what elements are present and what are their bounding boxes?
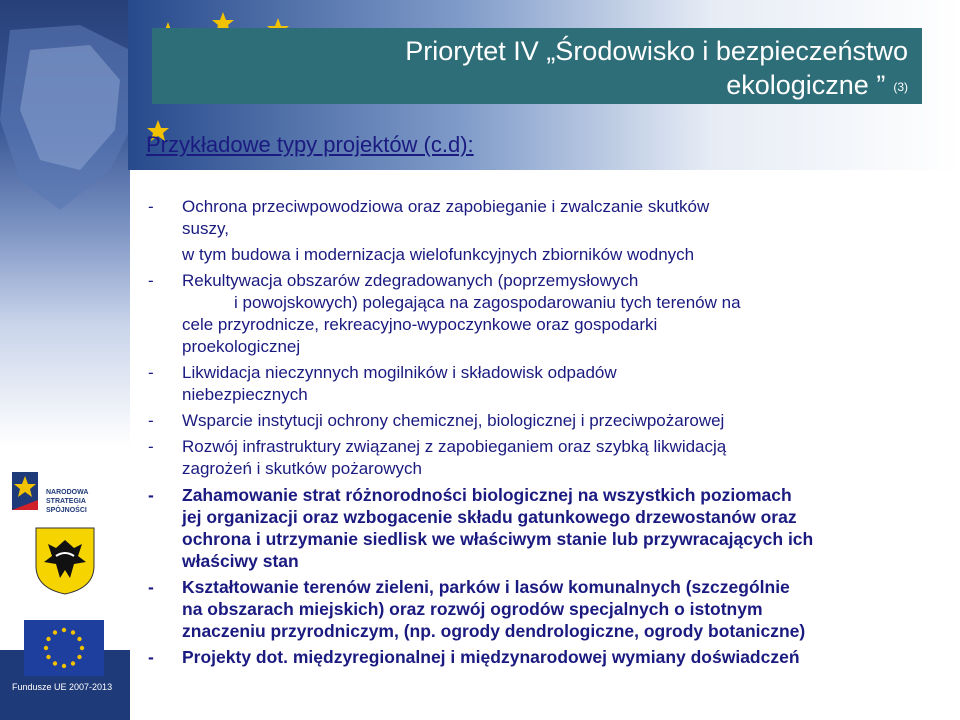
list-item-line: na obszarach miejskich) oraz rozwój ogrodów specjalnych o istotnym (182, 599, 763, 619)
list-item-line: Rekultywacja obszarów zdegradowanych (poprzemysłowych (182, 271, 639, 290)
list-item-line: właściwy stan (182, 551, 299, 571)
list-item-line: Zahamowanie strat różnorodności biologicznej na wszystkich poziomach (182, 485, 792, 505)
list-item-line: ochrona i utrzymanie siedlisk we właściwym stanie lub przywracających ich (182, 529, 814, 549)
list-dash: - (148, 647, 154, 667)
nss-logo-text (46, 488, 124, 515)
list-item (140, 196, 952, 240)
list-item (140, 646, 952, 668)
list-item-line: suszy, (182, 219, 229, 238)
list-item (140, 436, 952, 480)
list-dash: - (148, 437, 154, 456)
list-item-line: Wsparcie instytucji ochrony chemicznej, biologicznej i przeciwpożarowej (182, 411, 725, 430)
list-item-line: jej organizacji oraz wzbogacenie składu gatunkowego drzewostanów oraz (182, 507, 797, 527)
nss-line2: STRATEGIA SPÓJNOŚCI (46, 498, 87, 514)
nss-logo (6, 462, 124, 520)
slide-title-line1: Priorytet IV „Środowisko i bezpieczeństwo (405, 36, 908, 66)
list-item-line: Kształtowanie terenów zieleni, parków i lasów komunalnych (szczególnie (182, 577, 790, 597)
logos-column (0, 450, 130, 720)
list-dash: - (148, 363, 154, 382)
nss-line1: NARODOWA (46, 489, 89, 496)
list-item-line: niebezpiecznych (182, 385, 308, 404)
list-item-line: w tym budowa i modernizacja wielofunkcyjnych zbiorników wodnych (182, 245, 695, 264)
list-item (140, 410, 952, 432)
list-item (140, 484, 952, 572)
coat-of-arms-icon (34, 526, 96, 596)
list-item-line: znaczeniu przyrodniczym, (np. ogrody dendrologiczne, ogrody botaniczne) (182, 621, 806, 641)
project-types-list (140, 196, 952, 672)
eu-flag-icon (24, 620, 104, 676)
list-dash: - (148, 577, 154, 597)
list-item-line: zagrożeń i skutków pożarowych (182, 459, 423, 478)
list-item (140, 270, 952, 358)
list-dash: - (148, 197, 154, 216)
list-item (140, 244, 952, 266)
map-graphic (0, 20, 130, 220)
list-item-line: cele przyrodnicze, rekreacyjno-wypoczynkowe oraz gospodarki (182, 315, 658, 334)
slide-title-suffix: (3) (893, 79, 908, 94)
list-item-line: proekologicznej (182, 337, 301, 356)
list-item (140, 576, 952, 642)
list-item-line: Ochrona przeciwpowodziowa oraz zapobieganie i zwalczanie skutków (182, 197, 710, 216)
slide-title-line2-text: ekologiczne ” (726, 70, 886, 100)
list-item-line: Rozwój infrastruktury związanej z zapobieganiem oraz szybką likwidacją (182, 437, 727, 456)
slide-title-line2 (152, 68, 908, 104)
funds-label: Fundusze UE 2007-2013 (12, 682, 113, 692)
section-heading: Przykładowe typy projektów (c.d): (146, 132, 474, 157)
list-item-line: Likwidacja nieczynnych mogilników i składowisk odpadów (182, 363, 617, 382)
list-item (140, 362, 952, 406)
slide-title-box (152, 28, 922, 104)
list-dash: - (148, 271, 154, 290)
list-dash: - (148, 411, 154, 430)
list-item-line: Projekty dot. międzyregionalnej i międzynarodowej wymiany doświadczeń (182, 647, 800, 667)
list-dash: - (148, 485, 154, 505)
list-item-line: i powojskowych) polegająca na zagospodarowaniu tych terenów na (234, 293, 741, 312)
